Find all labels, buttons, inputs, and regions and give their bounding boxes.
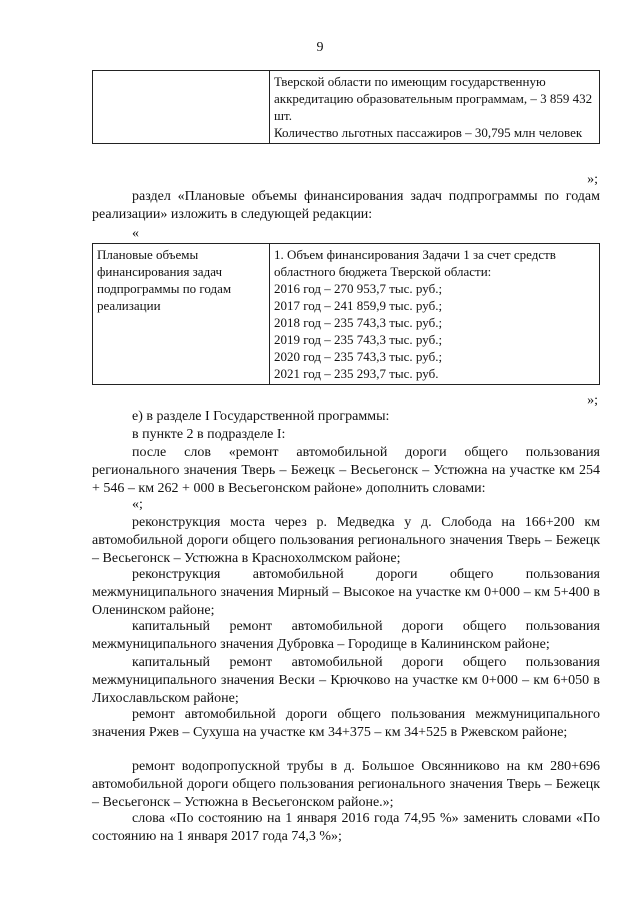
empty-cell: [93, 71, 270, 144]
continuation-table: [92, 70, 600, 144]
paragraph: слова «По состоянию на 1 января 2016 года 74,95 %» заменить словами «По состоянию на 1 января 2017 года 74,3 %»;: [92, 811, 600, 844]
paragraph: «;: [132, 497, 143, 512]
funding-year: 2018 год – 235 743,3 тыс. руб.;: [274, 315, 443, 330]
paragraph: в пункте 2 в подразделе I:: [132, 427, 286, 442]
closing-quote: »;: [587, 172, 598, 187]
funding-year: 2020 год – 235 743,3 тыс. руб.;: [274, 349, 443, 364]
funding-heading: 1. Объем финансирования Задачи 1 за счет средств областного бюджета Тверской области:: [274, 247, 556, 279]
paragraph: реконструкция моста через р. Медведка у д. Слобода на 166+200 км автомобильной дороги общего пользования регионального значения Тверь – Бежецк – Весьегонск – Устюжна в Краснохолмском районе;: [92, 515, 600, 566]
funding-year: 2016 год – 270 953,7 тыс. руб.;: [274, 281, 443, 296]
paragraph: реконструкция автомобильной дороги общего пользования межмуниципального значения Мирный – Высокое на участке км 0+000 – км 5+400 в Оленинском районе;: [92, 567, 600, 618]
intro-paragraph: раздел «Плановые объемы финансирования задач подпрограммы по годам реализации» изложить в следующей редакции:: [92, 189, 600, 222]
paragraph: ремонт водопропускной трубы в д. Большое Овсянниково на км 280+696 автомобильной дороги общего пользования регионального значения Тверь – Бежецк – Весьегонск – Устюжна в Весьегонском районе.»;: [92, 759, 600, 810]
paragraph: ремонт автомобильной дороги общего пользования межмуниципального значения Ржев – Сухуша на участке км 34+375 – км 34+525 в Ржевском районе;: [92, 707, 600, 740]
closing-quote: »;: [587, 393, 598, 408]
table-cell-right: [270, 244, 600, 385]
table-cell-right: [270, 71, 600, 144]
funding-year: 2019 год – 235 743,3 тыс. руб.;: [274, 332, 443, 347]
table-cell-left: Плановые объемы финансирования задач подпрограммы по годам реализации: [93, 244, 270, 385]
opening-quote: «: [132, 226, 139, 241]
funding-year: 2017 год – 241 859,9 тыс. руб.;: [274, 298, 443, 313]
funding-year: 2021 год – 235 293,7 тыс. руб.: [274, 366, 439, 381]
funding-table: [92, 243, 600, 385]
paragraph: е) в разделе I Государственной программы:: [132, 409, 390, 424]
table-text: Тверской области по имеющим государственную аккредитацию образовательным программам, – 3 859 432 шт.: [274, 74, 593, 123]
table-text: Количество льготных пассажиров – 30,795 млн человек: [274, 125, 583, 140]
paragraph: капитальный ремонт автомобильной дороги общего пользования межмуниципального значения Вески – Крючково на участке км 0+000 – км 6+050 в Лихославльском районе;: [92, 655, 600, 706]
paragraph: после слов «ремонт автомобильной дороги общего пользования регионального значения Тверь – Бежецк – Весьегонск – Устюжна на участке км 254 + 546 – км 262 + 000 в Весьегонском районе» дополнить словами:: [92, 445, 600, 496]
paragraph: капитальный ремонт автомобильной дороги общего пользования межмуниципального значения Дубровка – Городище в Калининском районе;: [92, 619, 600, 652]
page-number: 9: [316, 40, 324, 55]
